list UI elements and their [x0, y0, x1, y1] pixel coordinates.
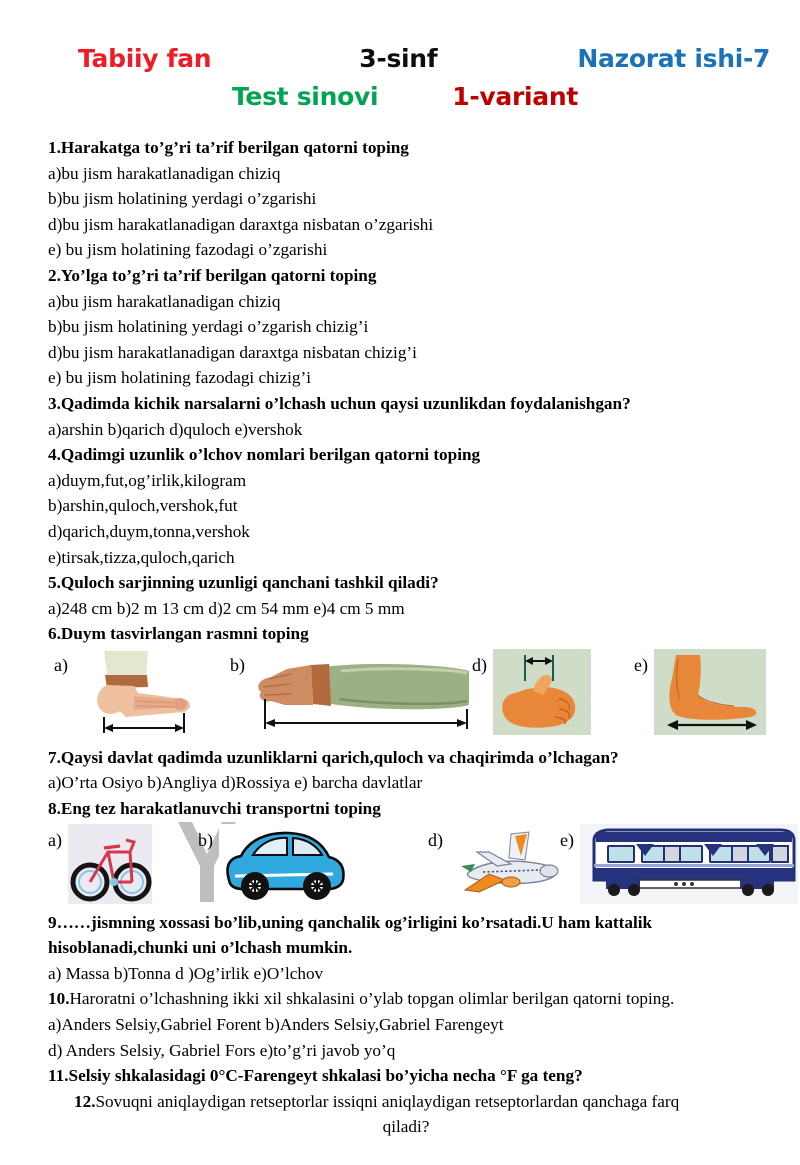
header-variant: 1-variant	[452, 82, 578, 111]
question-4-option-d: d)qarich,duym,tonna,vershok	[48, 521, 250, 541]
question-9-options: a) Massa b)Tonna d )Og’irlik e)O’lchov	[48, 963, 324, 983]
question-1-prompt: 1.Harakatga to’g’ri ta’rif berilgan qatorni toping	[48, 138, 409, 157]
fist-inch-measure-icon	[493, 649, 591, 735]
question-6-prompt: 6.Duym tasvirlangan rasmni toping	[48, 624, 309, 644]
question-5-prompt: 5.Quloch sarjinning uzunligi qanchani tashkil qiladi?	[48, 573, 439, 593]
choice-label-a: a)	[48, 829, 62, 850]
question-12-text: Sovuqni aniqlaydigan retseptorlar issiqni aniqlaydigan retseptorlardan qanchaga farq	[95, 1091, 680, 1111]
question-8-choice-d[interactable]	[428, 824, 569, 904]
header-test-label: Test sinovi	[232, 82, 379, 111]
question-11-prompt: 11.Selsiy shkalasidagi 0°C-Farengeyt shkalasi bo’yicha necha °F ga teng?	[48, 1066, 583, 1086]
question-9-prompt-line2: hisoblanadi,chunki uni o’lchash mumkin.	[48, 938, 353, 958]
question-12-prompt-line2: qiladi?	[382, 1117, 430, 1137]
header-row-primary	[0, 44, 800, 73]
hand-thumb-measure-icon	[74, 649, 194, 735]
question-4-option-e: e)tirsak,tizza,quloch,qarich	[48, 547, 235, 567]
question-2-option-e: e) bu jism holatining fazodagi chizig’i	[48, 368, 311, 388]
question-12-prompt-line1	[48, 1089, 764, 1115]
bicycle-icon	[68, 824, 152, 904]
question-6-choice-d[interactable]	[472, 649, 591, 735]
car-icon	[219, 824, 349, 904]
question-8-image-row	[48, 824, 764, 910]
question-6-choice-e[interactable]	[634, 649, 766, 735]
question-6-choice-a[interactable]	[54, 649, 194, 735]
question-1-option-b: b)bu jism holatining yerdagi o’zgarishi	[48, 189, 317, 209]
question-2-option-d: d)bu jism harakatlanadigan daraxtga nisbatan chizig’i	[48, 342, 417, 362]
question-2-prompt: 2.Yo’lga to’g’ri ta’rif berilgan qatorni toping	[48, 265, 377, 285]
question-7-prompt: 7.Qaysi davlat qadimda uzunliklarni qarich,quloch va chaqirimda o’lchagan?	[48, 747, 619, 767]
choice-label-b: b)	[198, 829, 213, 850]
question-1-option-e: e) bu jism holatining fazodagi o’zgarishi	[48, 240, 328, 260]
question-10-option-ab: a)Anders Selsiy,Gabriel Forent b)Anders Selsiy,Gabriel Farengeyt	[48, 1015, 504, 1035]
document-header	[0, 0, 800, 111]
question-9-prompt-line1: 9……jismning xossasi bo’lib,uning qanchalik og’irligini ko’rsatadi.U ham kattalik	[48, 912, 653, 932]
question-7-options: a)O’rta Osiyo b)Angliya d)Rossiya e) barcha davlatlar	[48, 773, 423, 793]
question-6-choice-b[interactable]	[230, 649, 471, 735]
test-content	[0, 135, 800, 1140]
header-control-work: Nazorat ishi-7	[577, 44, 771, 73]
question-8-choice-e[interactable]	[560, 824, 798, 904]
question-10-text: Haroratni o’lchashning ikki xil shkalasini o’ylab topgan olimlar berilgan qatorni toping.	[69, 989, 675, 1009]
question-4-option-a: a)duym,fut,og’irlik,kilogram	[48, 470, 247, 490]
question-2-option-a: a)bu jism harakatlanadigan chiziq	[48, 291, 281, 311]
question-3-prompt: 3.Qadimda kichik narsalarni o’lchash uchun qaysi uzunlikdan foydalanishgan?	[48, 393, 631, 413]
header-grade: 3-sinf	[359, 44, 438, 73]
choice-label-e: e)	[634, 654, 648, 675]
choice-label-e: e)	[560, 829, 574, 850]
question-8-prompt: 8.Eng tez harakatlanuvchi transportni toping	[48, 799, 381, 819]
choice-label-d: d)	[428, 829, 443, 850]
question-8-choice-b[interactable]	[198, 824, 349, 904]
question-10-number: 10.	[48, 989, 70, 1009]
question-10-prompt	[48, 986, 764, 1012]
question-2-option-b: b)bu jism holatining yerdagi o’zgarish chizig’i	[48, 317, 369, 337]
question-10-option-de: d) Anders Selsiy, Gabriel Fors e)to’g’ri javob yo’q	[48, 1040, 396, 1060]
choice-label-d: d)	[472, 654, 487, 675]
arm-span-measure-icon	[251, 649, 471, 735]
foot-measure-icon	[654, 649, 766, 735]
question-8-choice-a[interactable]	[48, 824, 152, 904]
question-1-option-d: d)bu jism harakatlanadigan daraxtga nisbatan o’zgarishi	[48, 214, 434, 234]
choice-label-a: a)	[54, 654, 68, 675]
header-subject: Tabiiy fan	[78, 44, 212, 73]
question-12-number: 12.	[74, 1091, 96, 1111]
question-6-image-row	[48, 649, 764, 741]
choice-label-b: b)	[230, 654, 245, 675]
question-4-prompt: 4.Qadimgi uzunlik o’lchov nomlari berilgan qatorni toping	[48, 445, 481, 465]
question-5-options: a)248 cm b)2 m 13 cm d)2 cm 54 mm e)4 cm 5 mm	[48, 598, 405, 618]
airplane-icon	[449, 824, 569, 904]
header-row-secondary	[0, 82, 800, 111]
train-icon	[580, 824, 798, 904]
question-1-option-a: a)bu jism harakatlanadigan chiziq	[48, 163, 281, 183]
question-3-options: a)arshin b)qarich d)quloch e)vershok	[48, 419, 303, 439]
question-4-option-b: b)arshin,quloch,vershok,fut	[48, 496, 238, 516]
